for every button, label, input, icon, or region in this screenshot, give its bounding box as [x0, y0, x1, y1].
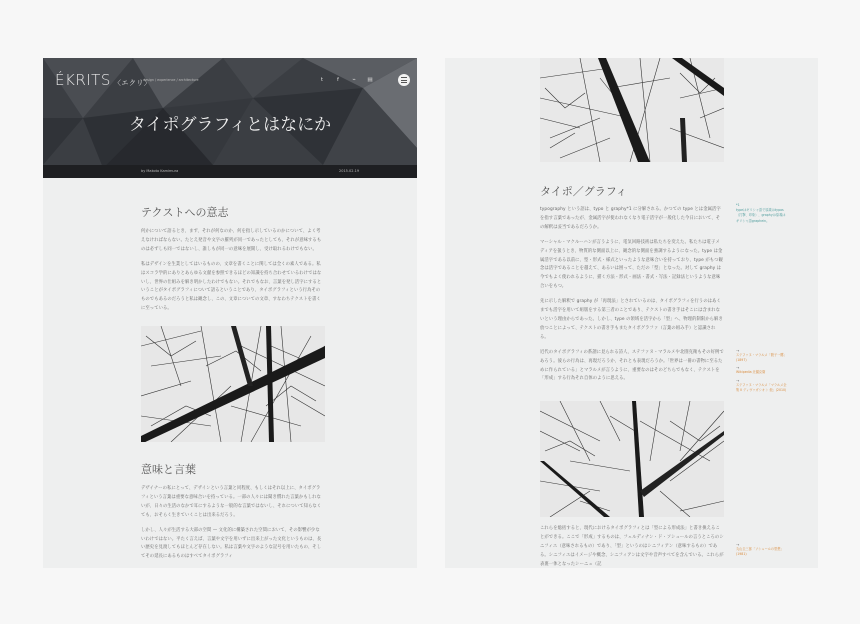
paragraph: typography という語は、typo と graphy*1 に分解される。かつての type とは金属活字を指す言葉であったが、金属活字が使われなくなり電子活字が一般化した今日において、その解釈は妥当であるだろうか。: [540, 207, 721, 230]
sidenote: *1 typeはギリシャ語で原義はtypos（打撃、印象）、graphyは原義はギリシャ語graphein。: [736, 203, 786, 223]
paragraph: デザイナーの私にとって、デザインという言葉と同程度、もしくはそれ以上に、タイポグラフィという言葉は重要な意味合いを持っている。一部の人々には聞き慣れた言葉かもしれないが、日々の生活のなかで耳にするような一般的な言葉ではないし、それについて知らなくても、おそらく生きていくことは出来るだろう。: [141, 486, 322, 518]
paragraph: しかし、人々が生活する大部の空間 — 文化的に構築された空間において、その影響が少ないわけではない。平たく言えば、言葉や文字を用いずに出来上がった文化というものは、長い歴史を見渡してもほとんど存在しない。私は言葉や文字のような記号を用いたもの、そしてその延長にあるものはすべてタイポグラフィ: [141, 527, 322, 560]
section-heading: タイポ／グラフィ: [540, 185, 627, 198]
social-links: [319, 77, 373, 83]
paragraph: 近代のタイポグラフィの系譜に見られる詩人、ステファヌ・マラルメや北園克衛もその好例であろう。彼らの行為は、再現だろうか、それとも表現だろうか。「世界は一冊の書物に至るために作られている」とマラルメが言うように、重要なのはそのどちらでもなく、テクストを「形成」する行為それ自体のように思える。: [540, 349, 724, 382]
paragraph: 先に示した解釈で graphy が「再現法」とされているのは、タイポグラフィを行うのはあくまでも活字を用いて組版をする第三者のことであり、テクストの書き手はそこには含まれないという理由からであった。しかし、type の領域を活字から「型」へ、物理的制限から解き放つことによって、テクストの書き手もまたタイポグラファ（言葉の組み手）と認識される。: [540, 299, 723, 340]
article-page-right: [445, 58, 818, 568]
menu-icon: [401, 77, 407, 83]
paragraph: 何かについて語るとき、まず、それが何なのか、何を指し示しているのかについて、よく考えなければならない。たとえ発音や文字の羅列が同一であったとしても、それが意味するものは必ずしも同一ではないし、誰しもが同一の意味を展開し、受け取れるわけでもない。: [141, 229, 322, 252]
menu-button[interactable]: [398, 74, 410, 86]
article-body-right: [540, 183, 724, 390]
arrow-icon: →: [736, 348, 740, 353]
arrow-icon: →: [736, 542, 740, 547]
article-body-left: [141, 204, 324, 320]
article-date: 2015.02.19: [339, 169, 360, 173]
article-meta-bar: [43, 165, 417, 178]
paragraph: これらを総括すると、現代におけるタイポグラフィとは「型による形成法」と書き換えることができる。ここで「形成」するものは、フェルディナン・ド・ソシュールの言うところのシニフィエ（意味されるもの）であり、「型」というのはシニフィアン（意味するもの）である。シニフィエはイメージや概念、シニフィアンは文字や音声すべてを含んでいる。これらが表裏一体となったシーニュ（記: [540, 526, 724, 567]
twitter-icon[interactable]: t: [320, 77, 324, 83]
article-body-left-2: [141, 461, 324, 568]
paragraph: マーシャル・マクルーハンが言うように、電気回路技術は私たちを変えた。私たちは電子メディアを扱うとき、物質的な側面以上に、観念的な側面を強調するようになった。type は金属活字である以前に、型・形式・様式といったような意味合いを持っており、type がもつ観念は活字であることを越えて、あるいは囲って、ただの「型」となった。対して graphy は今でもよく使われるように、描く方法・形式・画法・書式・写法・記録法というような意味合いをもつ。: [540, 239, 723, 290]
tree-branches-photo-bottom: [540, 401, 724, 517]
section-heading: テクストへの意志: [141, 206, 229, 219]
article-title: タイポグラフィとはなにか: [128, 115, 332, 135]
facebook-icon[interactable]: f: [337, 77, 339, 83]
site-tagline: design / experience / architecture: [143, 78, 199, 82]
arrow-icon: →: [736, 365, 740, 370]
rss-icon[interactable]: ⌁: [352, 77, 356, 83]
feedly-icon[interactable]: ▤: [367, 77, 373, 83]
paragraph: 私はデザインを生業としてはいるものの、文章を書くことに関しては全くの素人である。私はスコラ学的にありとあらゆる文献を参照できるほどの知識を持ち合わせているわけではないし、世界の仕組みを解き明かしたわけでもない。それでもなお、言葉を発し活字にするということがタイポグラフィについて語るということであり、タイポグラフィという行為そのものでもあるのだろうと私は観念し、この、文章についての文章、すなわちテクストを書くに至っている。: [141, 261, 322, 312]
site-logo[interactable]: ÉKRITS 〈エクリ〉: [55, 71, 152, 89]
section-heading: 意味と言葉: [141, 463, 196, 476]
sidenote-link[interactable]: → ステファヌ・マラルメ「骰子一擲」(1897): [736, 348, 787, 363]
sidenote-link[interactable]: → ステファヌ・マラルメ「マラルメ全集 II ディヴァガシオン 他」(2010): [736, 378, 787, 393]
sidenote-link[interactable]: → 丸山圭三郎「ソシュールの思想」(1981): [736, 542, 788, 558]
article-page-left: [43, 58, 417, 568]
article-body-right-2: [540, 525, 724, 568]
hero-header: [43, 58, 417, 178]
article-author: by Makoto Kamimura: [141, 169, 179, 173]
tree-branches-photo: [141, 326, 325, 442]
sidenote-link[interactable]: → Wikipedia 北園克衛: [736, 365, 788, 375]
tree-branches-photo-top: [540, 58, 724, 162]
arrow-icon: →: [736, 378, 740, 383]
